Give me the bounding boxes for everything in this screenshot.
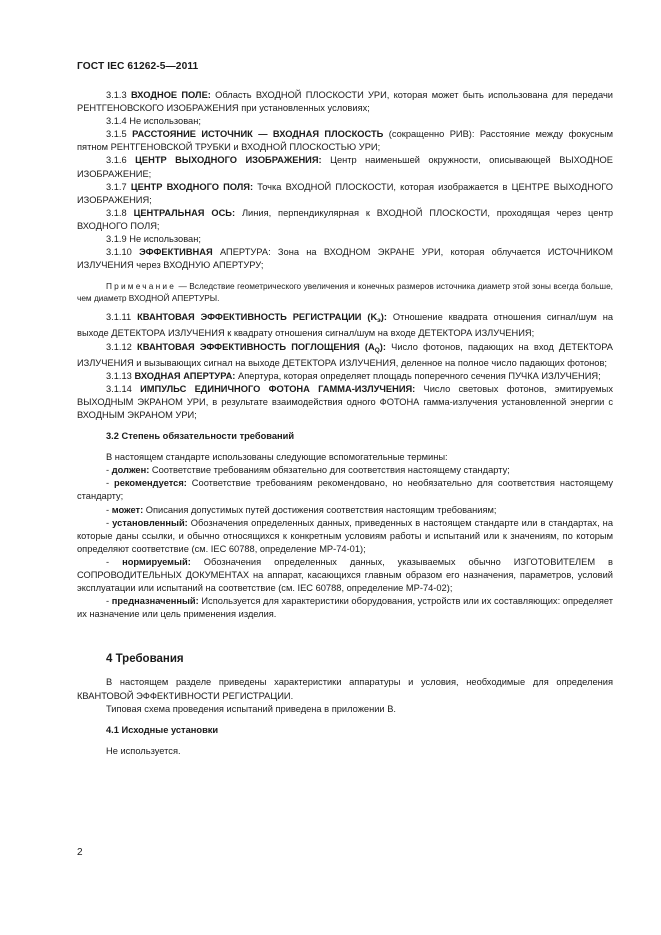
definition: 3.1.12 КВАНТОВАЯ ЭФФЕКТИВНОСТЬ ПОГЛОЩЕНИЯ $(A_Q)$: Число фотонов, падающих на вход ДЕТЕКТОРА ИЗЛУЧЕНИЯ и вызывающих сигнал на выходе ДЕТЕКТОРА ИЗЛУЧЕНИЯ, деленное на полное число падающих фотонов;	[77, 341, 613, 368]
definition: 3.1.3 ВХОДНОЕ ПОЛЕ: Область ВХОДНОЙ ПЛОСКОСТИ УРИ, которая может быть использована для передачи РЕНТГЕНОВСКОГО ИЗОБРАЖЕНИЯ при установленных условиях;	[77, 90, 613, 114]
list-item: - нормируемый: Обозначения определенных данных, указываемых обычно ИЗГОТОВИТЕЛЕМ в СОПРОВОДИТЕЛЬНЫХ ДОКУМЕНТАХ на аппарат, касающихся главным образом его назначения, параметров, условий эксплуатации или испытаний на соответствие (см. IEC 60788, определение МР-74-02);	[77, 556, 613, 594]
page-content	[77, 89, 613, 758]
definition: 3.1.11 КВАНТОВАЯ ЭФФЕКТИВНОСТЬ РЕГИСТРАЦИИ $(K_э)$: Отношение квадрата отношения сигнал/шум на выходе ДЕТЕКТОРА ИЗЛУЧЕНИЯ к квадрату отношения сигнал/шум на входе ДЕТЕКТОРА ИЗЛУЧЕНИЯ;	[77, 312, 614, 339]
list-item: - предназначенный: Используется для характеристики оборудования, устройств или их составляющих: определяет их назначение или цель применения изделия.	[77, 596, 613, 620]
definition: 3.1.9 Не использован;	[106, 234, 201, 245]
note-text: — Вследствие геометрического увеличения и конечных размеров источника диаметр этой зоны всегда больше, чем диаметр ВХОДНОЙ АПЕРТУРЫ.	[77, 281, 613, 304]
definition: 3.1.7 ЦЕНТР ВХОДНОГО ПОЛЯ: Точка ВХОДНОЙ ПЛОСКОСТИ, которая изображается в ЦЕНТРЕ ВЫХОДНОГО ИЗОБРАЖЕНИЯ;	[77, 181, 613, 205]
definition: 3.1.6 ЦЕНТР ВЫХОДНОГО ИЗОБРАЖЕНИЯ: Центр наименьшей окружности, описывающей ВЫХОДНОЕ ИЗОБРАЖЕНИЕ;	[77, 155, 613, 179]
list-item: - должен: Соответствие требованиям обязательно для соответствия настоящему стандарту;	[106, 465, 510, 476]
definition: 3.1.13 ВХОДНАЯ АПЕРТУРА: Апертура, которая определяет площадь поперечного сечения ПУЧКА ИЗЛУЧЕНИЯ;	[106, 370, 601, 381]
section-4-paragraph: В настоящем разделе приведены характеристики аппаратуры и условия, необходимые для определения КВАНТОВОЙ ЭФФЕКТИВНОСТИ РЕГИСТРАЦИИ.	[77, 677, 613, 701]
note	[77, 280, 613, 304]
page-number: 2	[77, 847, 83, 858]
section-3-2-heading: 3.2 Степень обязательности требований	[106, 431, 295, 442]
note-label: Примечание	[106, 281, 177, 292]
list-item: - установленный: Обозначения определенных данных, приведенных в настоящем стандарте или в стандартах, на которые даны ссылки, и обычно относящихся к конкретным условиям работы и испытаний или к значениям, по которым определяют соответствие (см. IEC 60788, определение МР-74-01);	[77, 517, 613, 554]
document-header: ГОСТ IEC 61262-5—2011	[77, 61, 199, 72]
definition: 3.1.14 ИМПУЛЬС ЕДИНИЧНОГО ФОТОНА ГАММА-ИЗЛУЧЕНИЯ: Число световых фотонов, эмитируемых ВЫХОДНЫМ ЭКРАНОМ УРИ, в результате взаимодействия одного ФОТОНА гамма-излучения установленной энергии с ВХОДНЫМ ЭКРАНОМ УРИ;	[77, 383, 613, 420]
section-4-1-text: Не используется.	[106, 745, 181, 756]
terms-list	[77, 464, 613, 621]
definition: 3.1.8 ЦЕНТРАЛЬНАЯ ОСЬ: Линия, перпендикулярная к ВХОДНОЙ ПЛОСКОСТИ, проходящая через центр ВХОДНОГО ПОЛЯ;	[77, 207, 613, 231]
list-item: - рекомендуется: Соответствие требованиям рекомендовано, но необязательно для соответствия настоящему стандарту;	[77, 478, 613, 502]
section-4-heading: 4 Требования	[106, 653, 184, 666]
definition: 3.1.4 Не использован;	[106, 116, 201, 127]
definitions-list	[77, 89, 613, 272]
list-item: - может: Описания допустимых путей достижения соответствия настоящим требованиям;	[106, 504, 497, 515]
section-3-2-intro: В настоящем стандарте использованы следующие вспомогательные термины:	[106, 452, 448, 463]
section-4-paragraph: Типовая схема проведения испытаний приведена в приложении В.	[106, 703, 396, 714]
definition: 3.1.10 ЭФФЕКТИВНАЯ АПЕРТУРА: Зона на ВХОДНОМ ЭКРАНЕ УРИ, которая облучается ИСТОЧНИКОМ ИЗЛУЧЕНИЯ через ВХОДНУЮ АПЕРТУРУ;	[77, 247, 614, 271]
definition: 3.1.5 РАССТОЯНИЕ ИСТОЧНИК — ВХОДНАЯ ПЛОСКОСТЬ (сокращенно РИВ): Расстояние между фокусным пятном РЕНТГЕНОВСКОЙ ТРУБКИ и ВХОДНОЙ ПЛОСКОСТЬЮ УРИ;	[77, 129, 613, 153]
section-4-1-heading: 4.1 Исходные установки	[106, 724, 219, 735]
definitions-list-2	[77, 311, 613, 422]
